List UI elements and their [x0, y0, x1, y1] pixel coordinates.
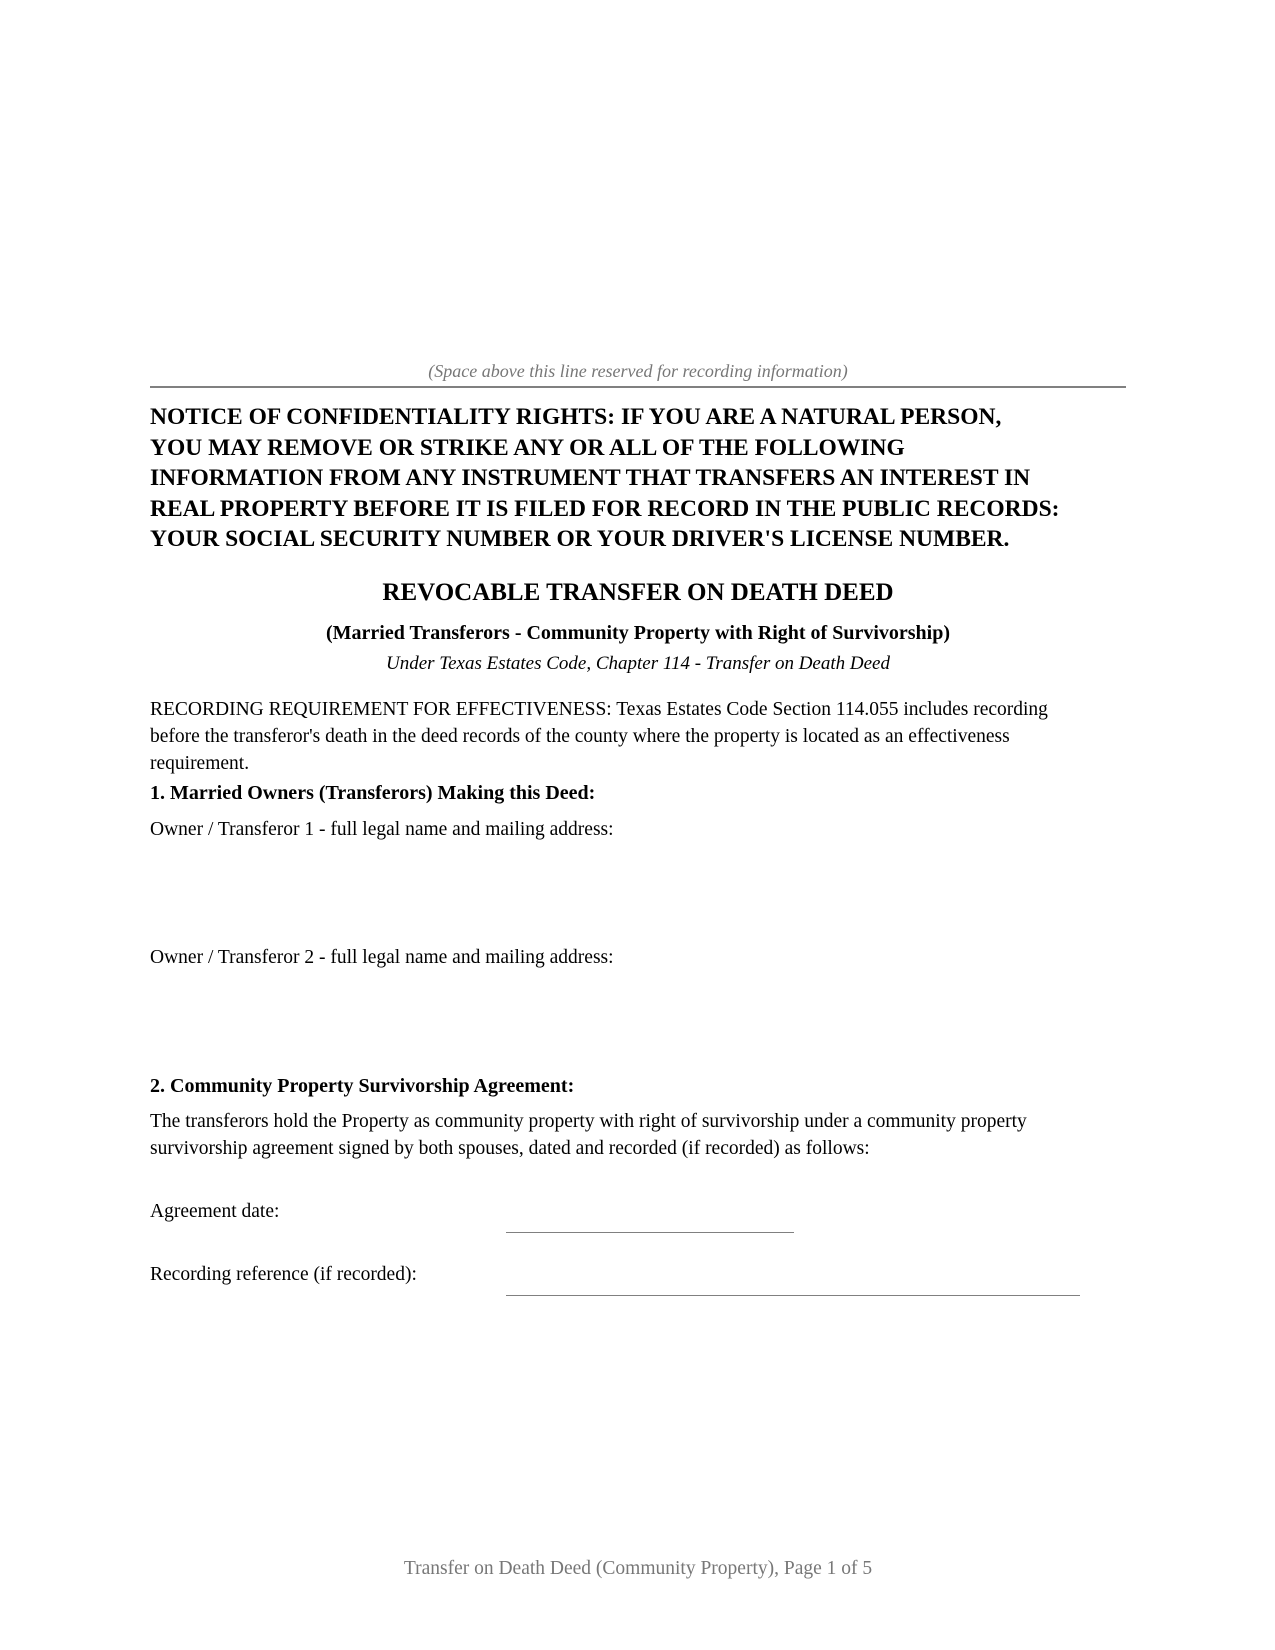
agreement-date-blank[interactable] [506, 1232, 794, 1233]
owner-1-label: Owner / Transferor 1 - full legal name and mailing address: [150, 819, 614, 840]
section-1-heading: 1. Married Owners (Transferors) Making this Deed: [150, 782, 596, 804]
page-footer: Transfer on Death Deed (Community Property), Page 1 of 5 [403, 1558, 873, 1579]
notice-line: INFORMATION FROM ANY INSTRUMENT THAT TRANSFERS AN INTEREST IN [150, 465, 1031, 491]
document-subtitle: (Married Transferors - Community Property with Right of Survivorship) [325, 622, 951, 644]
confidentiality-notice [150, 402, 1126, 555]
survivorship-agreement-line: The transferors hold the Property as community property with right of survivorship under a community property [150, 1111, 1027, 1132]
recording-requirement-line: requirement. [150, 753, 250, 774]
recording-requirement-line: RECORDING REQUIREMENT FOR EFFECTIVENESS: Texas Estates Code Section 114.055 includes recording [150, 699, 1048, 720]
recording-requirement [150, 696, 1126, 777]
notice-line: YOU MAY REMOVE OR STRIKE ANY OR ALL OF THE FOLLOWING [150, 434, 905, 461]
statutory-authority: Under Texas Estates Code, Chapter 114 - Transfer on Death Deed [385, 653, 890, 674]
survivorship-agreement-line: survivorship agreement signed by both spouses, dated and recorded (if recorded) as follows: [150, 1138, 870, 1159]
owner-2-label: Owner / Transferor 2 - full legal name and mailing address: [150, 947, 614, 968]
recording-space-divider [150, 386, 1126, 388]
section-2-heading: 2. Community Property Survivorship Agreement: [150, 1075, 575, 1097]
notice-line: REAL PROPERTY BEFORE IT IS FILED FOR RECORD IN THE PUBLIC RECORDS: [150, 495, 1060, 522]
notice-line: YOUR SOCIAL SECURITY NUMBER OR YOUR DRIVER'S LICENSE NUMBER. [150, 526, 1010, 552]
recording-reference-blank[interactable] [506, 1295, 1080, 1296]
agreement-date-label: Agreement date: [150, 1201, 280, 1222]
notice-line: NOTICE OF CONFIDENTIALITY RIGHTS: IF YOU ARE A NATURAL PERSON, [150, 404, 1002, 430]
recording-space-note: (Space above this line reserved for recording information) [428, 361, 848, 381]
recording-requirement-line: before the transferor's death in the deed records of the county where the property is located as an effectiveness [150, 726, 1010, 747]
recording-reference-label: Recording reference (if recorded): [150, 1264, 417, 1285]
survivorship-agreement-text [150, 1108, 1126, 1162]
document-title: REVOCABLE TRANSFER ON DEATH DEED [382, 579, 894, 606]
document-page [150, 0, 1126, 1650]
